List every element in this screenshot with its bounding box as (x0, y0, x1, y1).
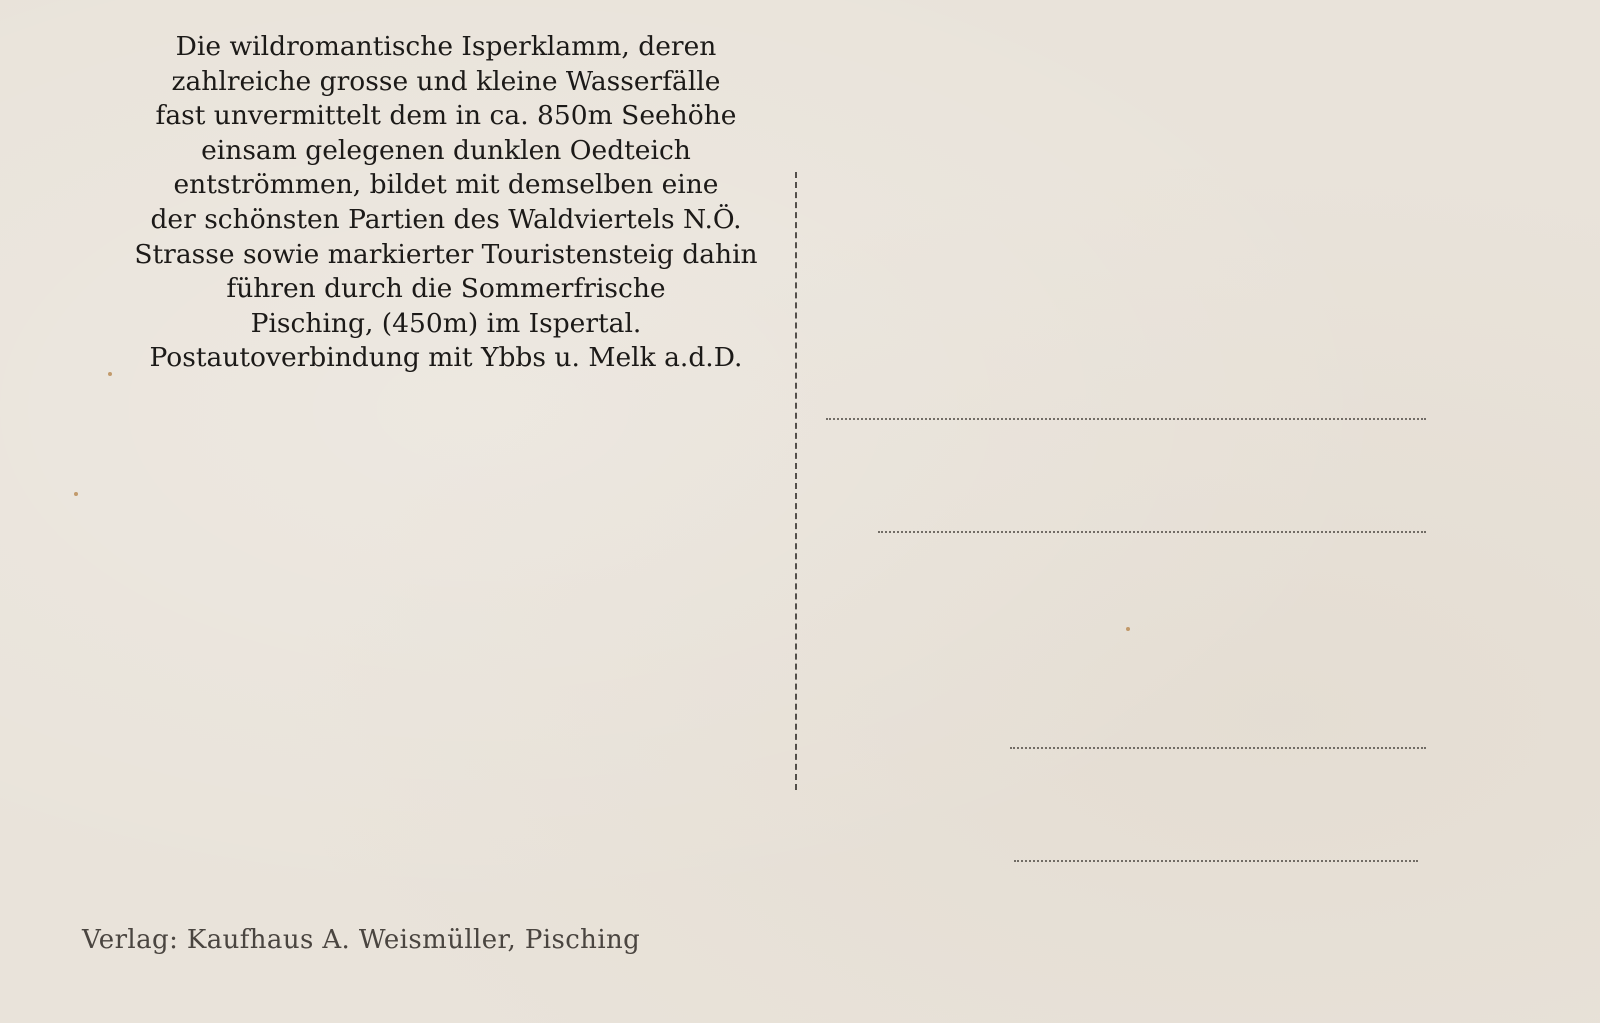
address-line-1 (826, 418, 1426, 420)
description-line-9: Pisching, (450m) im Ispertal. (250, 307, 642, 339)
vertical-divider (795, 172, 797, 790)
description-line-7: Strasse sowie markierter Touristensteig dahin (134, 238, 758, 270)
paper-speck (108, 372, 112, 376)
address-line-2 (878, 531, 1426, 533)
address-line-4 (1014, 860, 1418, 862)
description-line-5: entströmmen, bildet mit demselben eine (173, 169, 719, 201)
description-line-2: zahlreiche grosse und kleine Wasserfälle (171, 65, 721, 97)
description-line-3: fast unvermittelt dem in ca. 850m Seehöhe (155, 100, 737, 132)
description-line-6: der schönsten Partien des Waldviertels N.Ö. (150, 203, 742, 235)
publisher-imprint: Verlag: Kaufhaus A. Weismüller, Pisching (82, 925, 641, 955)
description-line-4: einsam gelegenen dunklen Oedteich (201, 134, 691, 166)
paper-speck (1126, 627, 1130, 631)
description-line-10: Postautoverbindung mit Ybbs u. Melk a.d.D. (149, 342, 743, 374)
description-text (126, 30, 766, 376)
paper-speck (74, 492, 78, 496)
description-line-1: Die wildromantische Isperklamm, deren (175, 31, 717, 62)
address-line-3 (1010, 747, 1426, 749)
description-line-8: führen durch die Sommerfrische (226, 273, 666, 305)
